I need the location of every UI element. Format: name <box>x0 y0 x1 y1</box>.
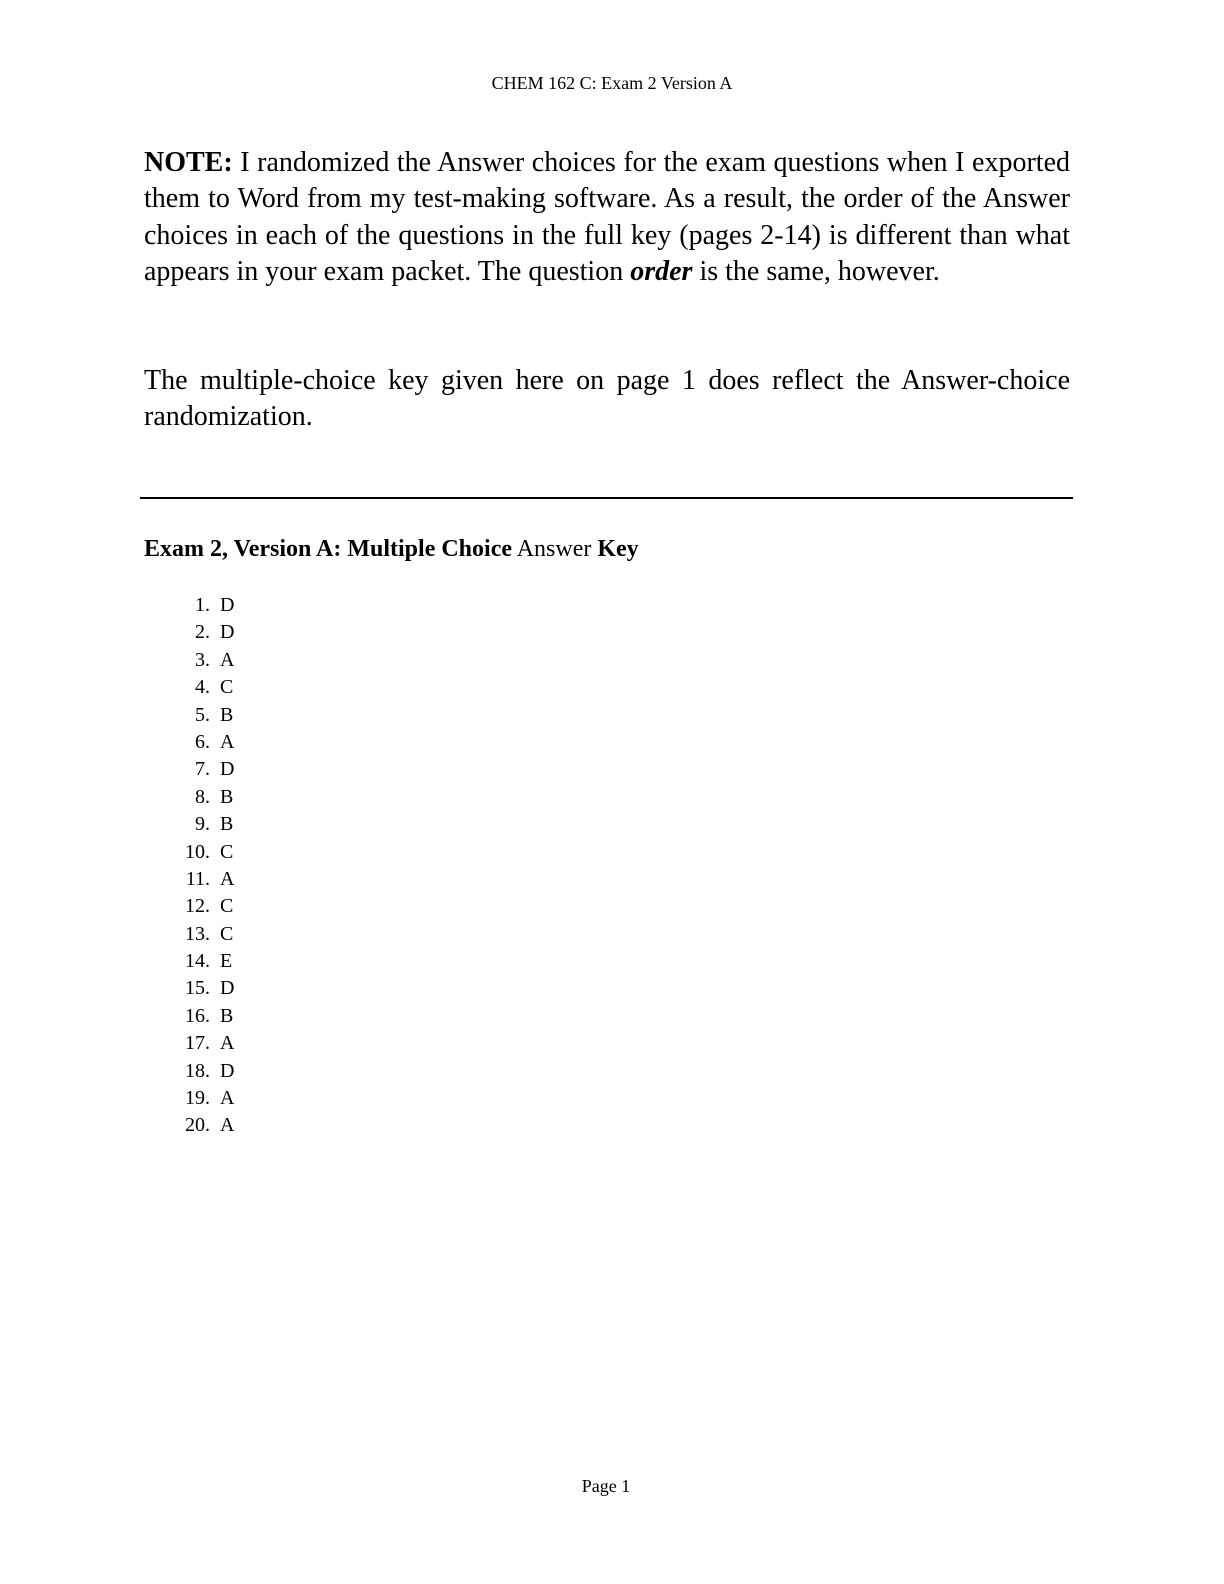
answer-item <box>160 1112 234 1139</box>
answer-number: 16. <box>185 1004 210 1027</box>
answer-item <box>160 839 234 866</box>
answer-number: 15. <box>185 977 210 1000</box>
answer-item <box>160 921 234 948</box>
answer-number: 5. <box>195 703 210 726</box>
answer-number: 20. <box>185 1114 210 1137</box>
answer-key-title <box>144 533 639 565</box>
note-text-part1: I randomized the Answer choices for the exam questions when I exported them to Word from my test-making software. As a result, the order of the Answer choices in each of the questions in the full key (pages 2-14) is different than what appears in your exam packet. The question <box>144 147 1070 288</box>
answer-item <box>160 948 234 975</box>
answer-item <box>160 592 234 619</box>
answer-letter: D <box>220 594 235 616</box>
answer-number: 19. <box>185 1087 210 1110</box>
answer-letter: B <box>220 813 234 836</box>
answer-number: 4. <box>195 676 210 699</box>
answer-letter: C <box>220 676 234 699</box>
answer-number: 10. <box>185 840 210 863</box>
answer-letter: A <box>220 1032 235 1055</box>
answer-letter: D <box>220 1059 235 1082</box>
answer-number: 17. <box>185 1032 210 1055</box>
answer-number: 3. <box>195 648 210 671</box>
answer-letter: B <box>220 785 234 808</box>
answer-item <box>160 1085 234 1112</box>
answer-item <box>160 784 234 811</box>
answer-item <box>160 893 234 920</box>
answer-key-title-plain: Answer <box>512 536 598 562</box>
answer-letter: B <box>220 703 234 726</box>
answer-number: 18. <box>185 1059 210 1082</box>
answer-number: 7. <box>195 758 210 781</box>
answer-item <box>160 702 234 729</box>
answer-item <box>160 1003 234 1030</box>
answer-item <box>160 866 234 893</box>
answer-number: 1. <box>195 594 210 616</box>
answer-item <box>160 756 234 783</box>
note-paragraph-2: The multiple-choice key given here on page 1 does reflect the Answer-choice randomization. <box>144 365 1070 433</box>
answer-letter: A <box>220 730 235 753</box>
answer-letter: A <box>220 648 235 671</box>
answer-letter: A <box>220 1114 235 1137</box>
answer-letter: D <box>220 621 235 644</box>
answer-letter: C <box>220 840 234 863</box>
note-emphasis: order <box>630 256 693 288</box>
answer-item <box>160 811 234 838</box>
answer-item <box>160 1030 234 1057</box>
answer-letter: D <box>220 977 235 1000</box>
answer-letter: B <box>220 1004 234 1027</box>
answer-letter: C <box>220 895 234 918</box>
answer-item <box>160 674 234 701</box>
answer-letter: E <box>220 950 233 973</box>
answer-letter: A <box>220 867 235 890</box>
answer-number: 12. <box>185 895 210 918</box>
answer-number: 11. <box>185 867 210 890</box>
page-footer: Page 1 <box>581 1476 631 1496</box>
note-label: NOTE: <box>144 147 233 178</box>
answer-number: 9. <box>195 813 210 836</box>
answer-letter: C <box>220 922 234 945</box>
answer-item <box>160 619 234 646</box>
answer-item <box>160 1058 234 1085</box>
answer-key-title-bold: Exam 2, Version A: Multiple Choice <box>144 536 513 562</box>
answer-number: 13. <box>185 922 210 945</box>
answer-list <box>160 592 234 1140</box>
note-text-part2: is the same, however. <box>692 256 940 288</box>
answer-number: 8. <box>195 785 210 808</box>
page-header: CHEM 162 C: Exam 2 Version A <box>491 73 733 93</box>
answer-key-title-bold-end: Key <box>597 536 639 562</box>
answer-item <box>160 975 234 1002</box>
answer-letter: A <box>220 1087 235 1110</box>
answer-number: 6. <box>195 730 210 753</box>
section-divider <box>140 497 1073 499</box>
answer-letter: D <box>220 758 235 781</box>
answer-item <box>160 647 234 674</box>
answer-number: 14. <box>185 950 210 973</box>
answer-number: 2. <box>195 621 210 644</box>
note-paragraph <box>144 145 1070 291</box>
answer-item <box>160 729 234 756</box>
